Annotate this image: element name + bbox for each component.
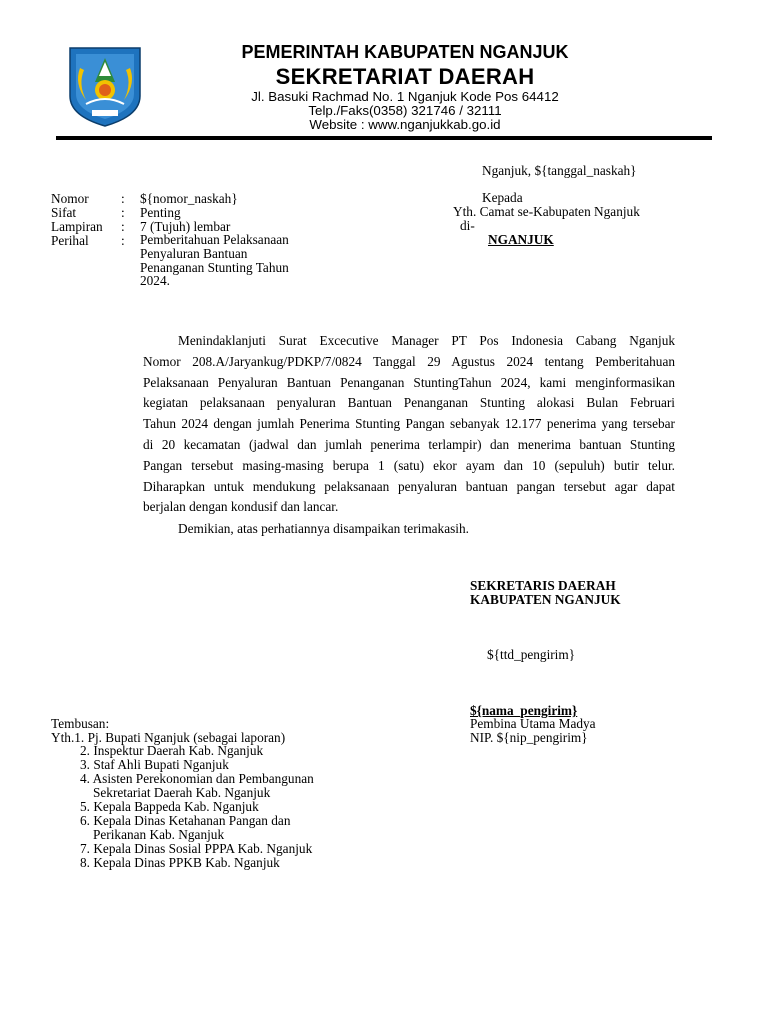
item-number: 7. — [80, 841, 90, 856]
list-item — [80, 758, 410, 772]
letter-body — [143, 331, 675, 540]
tembusan-list — [80, 744, 410, 870]
perihal-colon: : — [121, 233, 125, 248]
recipient-place: NGANJUK — [488, 232, 554, 247]
body-line: Pangan tersebut masing-masing berupa 1 (satu) ekor ayam dan 10 (sepuluh) butir telur. — [143, 457, 675, 473]
letter-date: Nganjuk, ${tanggal_naskah} — [482, 163, 637, 178]
body-line: kegiatan pelaksanaan penyaluran Bantuan Penanganan Stunting alokasi Bulan Februari — [143, 395, 675, 411]
body-line: Diharapkan untuk mendukung pelaksanaan penyaluran bantuan pangan tersebut agar dapat — [143, 478, 675, 494]
perihal-line: 2024. — [140, 273, 170, 289]
signature-placeholder: ${ttd_pengirim} — [487, 647, 576, 662]
nomor-label: Nomor — [51, 191, 89, 206]
sifat-colon: : — [121, 205, 125, 220]
header-office-name: SEKRETARIAT DAERAH — [275, 64, 535, 89]
item-text: Inspektur Daerah Kab. Nganjuk — [93, 743, 264, 758]
signer-name: ${nama_pengirim} — [470, 703, 578, 718]
perihal-line: Penanganan Stunting Tahun — [140, 259, 289, 275]
item-text: Kepala Dinas Sosial PPPA Kab. Nganjuk — [93, 841, 313, 856]
item-text-cont: Perikanan Kab. Nganjuk — [93, 827, 225, 842]
body-line: berjalan dengan kondusif dan lancar. — [143, 499, 339, 515]
list-item — [80, 842, 410, 856]
tembusan-first: Yth.1. Pj. Bupati Nganjuk (sebagai laporan) — [51, 730, 286, 745]
sifat-label: Sifat — [51, 205, 77, 220]
list-item — [80, 814, 410, 842]
item-text: Staf Ahli Bupati Nganjuk — [93, 757, 229, 772]
header-government-name: PEMERINTAH KABUPATEN NGANJUK — [241, 42, 569, 62]
item-text: Kepala Bappeda Kab. Nganjuk — [93, 799, 259, 814]
item-number: 3. — [80, 757, 90, 772]
item-number: 4. — [80, 771, 90, 786]
body-line: Menindaklanjuti Surat Excecutive Manager PT Pos Indonesia Cabang Nganjuk — [178, 333, 675, 348]
header-website: Website : www.nganjukkab.go.id — [309, 117, 501, 132]
perihal-line: Pemberitahuan Pelaksanaan — [140, 232, 289, 247]
sifat-value: Penting — [140, 205, 181, 220]
item-text: Kepala Dinas PPKB Kab. Nganjuk — [93, 855, 280, 870]
item-number: 8. — [80, 855, 90, 870]
item-text: Kepala Dinas Ketahanan Pangan dan — [93, 813, 291, 828]
body-line: Nomor 208.A/Jaryankug/PDKP/7/0824 Tanggal 29 Agustus 2024 tentang Pemberitahuan — [143, 353, 675, 369]
signer-title-2: KABUPATEN NGANJUK — [470, 592, 621, 607]
signer-title-1: SEKRETARIS DAERAH — [470, 578, 616, 593]
signer-rank: Pembina Utama Madya — [470, 716, 596, 731]
item-number: 5. — [80, 799, 90, 814]
lampiran-colon: : — [121, 219, 125, 234]
nomor-value: ${nomor_naskah} — [140, 191, 238, 206]
item-number: 6. — [80, 813, 90, 828]
recipient-yth: Yth. Camat se-Kabupaten Nganjuk — [453, 204, 640, 219]
lampiran-label: Lampiran — [51, 219, 103, 234]
list-item — [80, 800, 410, 814]
nomor-colon: : — [121, 191, 125, 206]
signer-nip: NIP. ${nip_pengirim} — [470, 730, 588, 745]
header-phone: Telp./Faks(0358) 321746 / 32111 — [308, 103, 502, 118]
closing-line: Demikian, atas perhatiannya disampaikan terimakasih. — [178, 521, 469, 537]
lampiran-value: 7 (Tujuh) lembar — [140, 219, 231, 234]
perihal-line: Penyaluran Bantuan — [140, 245, 248, 261]
tembusan-heading: Tembusan: — [51, 716, 110, 731]
body-line: Pelaksanaan Penyaluran Bantuan Penanganan StuntingTahun 2024, kami menginformasikan — [143, 374, 675, 390]
header-address: Jl. Basuki Rachmad No. 1 Nganjuk Kode Pos 64412 — [251, 89, 559, 104]
recipient-kepada: Kepada — [482, 190, 523, 205]
body-line: di 20 kecamatan (jadwal dan jumlah penerima terlampir) dan menerima bantuan Stunting — [143, 436, 675, 452]
perihal-value — [140, 233, 289, 288]
recipient-di: di- — [460, 218, 475, 233]
perihal-label: Perihal — [51, 233, 89, 248]
list-item — [80, 856, 410, 870]
header-divider — [56, 136, 712, 140]
item-text: Asisten Perekonomian dan Pembangunan — [92, 771, 314, 786]
list-item — [80, 744, 410, 758]
regency-logo — [66, 44, 144, 128]
crest-icon — [66, 44, 144, 128]
body-line: Tahun 2024 dengan jumlah Penerima Stunting Pangan sebanyak 12.177 penerima yang tersebar — [143, 416, 675, 432]
list-item — [80, 772, 410, 800]
item-number: 2. — [80, 743, 90, 758]
item-text-cont: Sekretariat Daerah Kab. Nganjuk — [93, 785, 271, 800]
